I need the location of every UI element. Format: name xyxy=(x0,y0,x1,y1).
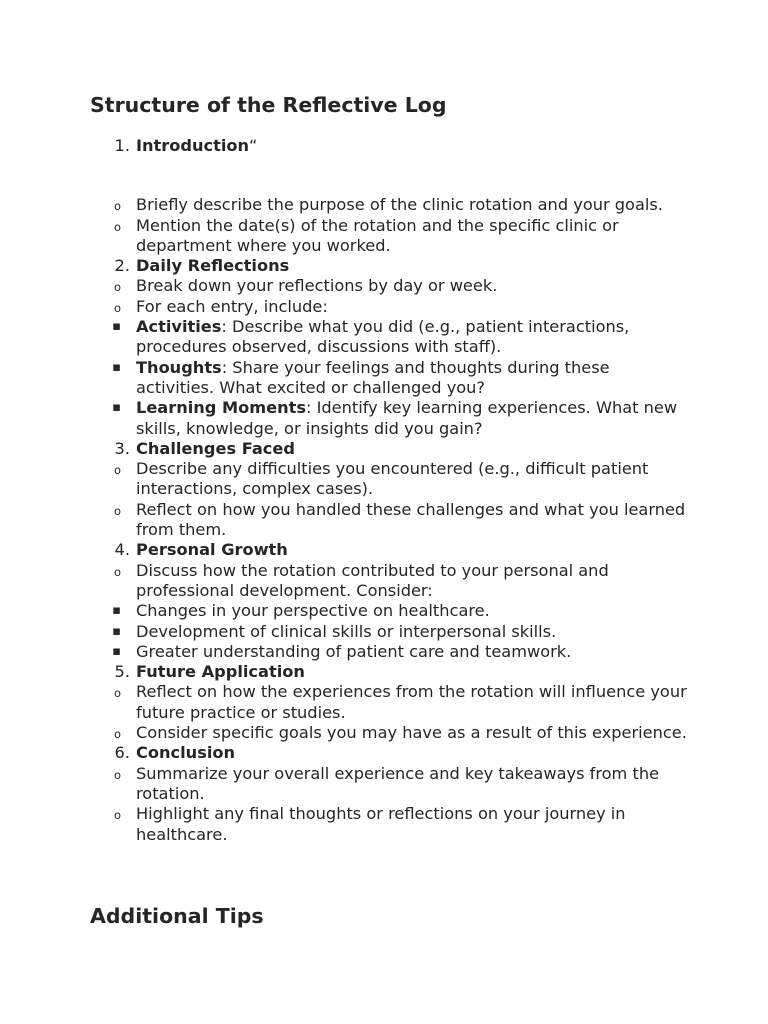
square-bullet-icon: ▪ xyxy=(112,319,121,335)
bullet-text: Changes in your perspective on healthcare. xyxy=(136,601,490,621)
bullet-term: Thoughts xyxy=(136,357,222,377)
sub-item-text: Consider specific goals you may have as a result of this experience. xyxy=(136,723,687,743)
sub-item xyxy=(0,276,768,296)
bullet-text: Greater understanding of patient care and teamwork. xyxy=(136,641,572,661)
circle-bullet-icon: o xyxy=(113,564,121,579)
square-bullet-icon: ▪ xyxy=(112,603,121,619)
bullet-text: Development of clinical skills or interpersonal skills. xyxy=(136,621,557,641)
sub-item xyxy=(0,459,768,500)
list-item-future-application xyxy=(0,662,768,682)
square-bullet-icon: ▪ xyxy=(112,643,121,659)
sub-item xyxy=(0,764,768,805)
item-title: Introduction xyxy=(136,136,250,155)
sub-item xyxy=(0,297,768,317)
list-number: 1. xyxy=(114,136,130,155)
bullet-text: : Share your feelings and thoughts during these activities. What excited or challenged you? xyxy=(136,357,610,397)
sub-item xyxy=(0,195,768,215)
sub-item xyxy=(0,216,768,257)
log-structure-list xyxy=(0,136,768,845)
list-item-conclusion xyxy=(0,743,768,763)
bullet-item xyxy=(0,642,768,662)
square-bullet-icon: ▪ xyxy=(112,400,121,416)
sub-item xyxy=(0,723,768,743)
item-title-suffix: “ xyxy=(249,136,258,155)
list-item-personal-growth xyxy=(0,540,768,560)
sub-item-text: For each entry, include: xyxy=(136,296,328,316)
list-number: 4. xyxy=(114,540,130,560)
section-heading-structure: Structure of the Reflective Log xyxy=(90,93,447,117)
sub-item-text: Reflect on how the experiences from the rotation will influence your future practice or studies. xyxy=(136,682,687,722)
section-heading-additional-tips: Additional Tips xyxy=(90,904,264,928)
sub-item-text: Break down your reflections by day or week. xyxy=(136,276,498,296)
list-number: 5. xyxy=(114,662,130,682)
bullet-item-learning-moments xyxy=(0,398,768,439)
circle-bullet-icon: o xyxy=(113,300,121,315)
bullet-text: : Describe what you did (e.g., patient interactions, procedures observed, discussions with staff). xyxy=(136,317,630,357)
list-number: 2. xyxy=(114,256,130,276)
bullet-term: Activities xyxy=(136,317,222,337)
square-bullet-icon: ▪ xyxy=(112,623,121,639)
item-title: Challenges Faced xyxy=(136,438,295,458)
sub-item xyxy=(0,682,768,723)
list-number: 3. xyxy=(114,438,130,458)
item-title: Conclusion xyxy=(136,743,236,763)
sub-item xyxy=(0,500,768,541)
bullet-item xyxy=(0,601,768,621)
sub-item-text: Mention the date(s) of the rotation and the specific clinic or department where you worked. xyxy=(136,215,619,255)
circle-bullet-icon: o xyxy=(113,686,121,701)
circle-bullet-icon: o xyxy=(113,280,121,295)
bullet-item-thoughts xyxy=(0,358,768,399)
spacer xyxy=(0,156,768,195)
sub-item xyxy=(0,804,768,845)
list-item-daily-reflections xyxy=(0,256,768,276)
circle-bullet-icon: o xyxy=(113,219,121,234)
sub-item-text: Summarize your overall experience and key takeaways from the rotation. xyxy=(136,763,660,803)
sub-item-text: Highlight any final thoughts or reflections on your journey in healthcare. xyxy=(136,804,626,844)
circle-bullet-icon: o xyxy=(113,463,121,478)
circle-bullet-icon: o xyxy=(113,199,121,214)
circle-bullet-icon: o xyxy=(113,503,121,518)
item-title: Daily Reflections xyxy=(136,256,290,276)
circle-bullet-icon: o xyxy=(113,767,121,782)
bullet-item-activities xyxy=(0,317,768,358)
list-number: 6. xyxy=(114,743,130,763)
bullet-text: : Identify key learning experiences. What new skills, knowledge, or insights did you gain? xyxy=(136,398,678,438)
list-item-challenges-faced xyxy=(0,439,768,459)
sub-item-text: Describe any difficulties you encountered (e.g., difficult patient interactions, complex cases). xyxy=(136,459,649,499)
item-title: Personal Growth xyxy=(136,540,288,560)
sub-item xyxy=(0,561,768,602)
sub-item-text: Reflect on how you handled these challenges and what you learned from them. xyxy=(136,499,686,540)
bullet-item xyxy=(0,622,768,642)
bullet-term: Learning Moments xyxy=(136,398,306,418)
square-bullet-icon: ▪ xyxy=(112,359,121,375)
sub-item-text: Discuss how the rotation contributed to your personal and professional development. Consider: xyxy=(136,560,609,600)
item-title: Future Application xyxy=(136,662,305,682)
list-item-introduction xyxy=(0,136,768,156)
sub-item-text: Briefly describe the purpose of the clinic rotation and your goals. xyxy=(136,195,663,215)
circle-bullet-icon: o xyxy=(113,727,121,742)
circle-bullet-icon: o xyxy=(113,808,121,823)
